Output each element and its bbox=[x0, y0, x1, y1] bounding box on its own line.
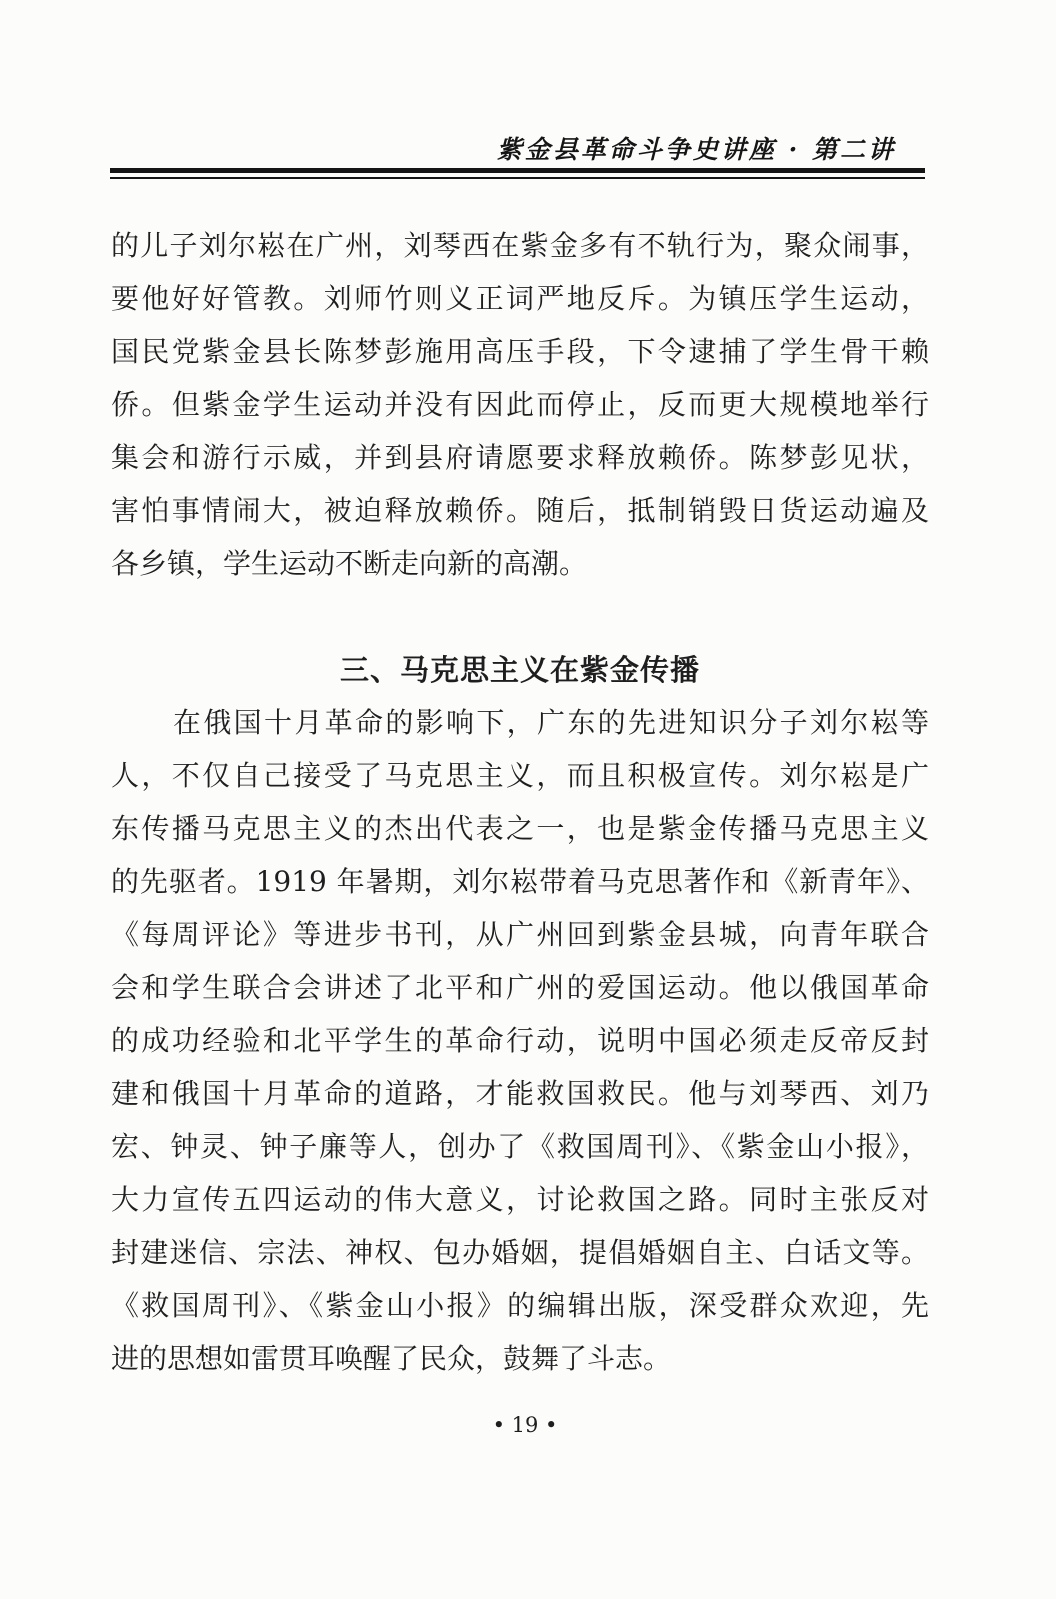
text-line: 侨。但紫金学生运动并没有因此而停止，反而更大规模地举行 bbox=[111, 388, 929, 421]
header-rule-thick bbox=[110, 168, 925, 173]
text-line: 要他好好管教。刘师竹则义正词严地反斥。为镇压学生运动， bbox=[111, 282, 929, 315]
running-header-title: 紫金县革命斗争史讲座 · 第二讲 bbox=[496, 135, 896, 164]
text-line: 的先驱者。1919 年暑期，刘尔崧带着马克思著作和《新青年》、 bbox=[111, 865, 929, 898]
text-line: 会和学生联合会讲述了北平和广州的爱国运动。他以俄国革命 bbox=[111, 971, 929, 1004]
text-line: 进的思想如雷贯耳唤醒了民众，鼓舞了斗志。 bbox=[111, 1342, 672, 1375]
text-line: 集会和游行示威，并到县府请愿要求释放赖侨。陈梦彭见状， bbox=[111, 441, 929, 474]
text-line: 《救国周刊》、《紫金山小报》的编辑出版，深受群众欢迎，先 bbox=[111, 1289, 929, 1322]
text-line: 东传播马克思主义的杰出代表之一，也是紫金传播马克思主义 bbox=[111, 812, 929, 845]
header-rule-thin bbox=[110, 177, 925, 179]
text-line: 国民党紫金县长陈梦彭施用高压手段，下令逮捕了学生骨干赖 bbox=[111, 335, 929, 368]
text-line: 害怕事情闹大，被迫释放赖侨。随后，抵制销毁日货运动遍及 bbox=[111, 494, 929, 527]
text-line: 《每周评论》等进步书刊，从广州回到紫金县城，向青年联合 bbox=[111, 918, 929, 951]
text-line: 的儿子刘尔崧在广州，刘琴西在紫金多有不轨行为，聚众闹事， bbox=[111, 229, 929, 262]
text-line: 各乡镇，学生运动不断走向新的高潮。 bbox=[111, 547, 588, 580]
text-line: 建和俄国十月革命的道路，才能救国救民。他与刘琴西、刘乃 bbox=[111, 1077, 929, 1110]
text-line: 人，不仅自己接受了马克思主义，而且积极宣传。刘尔崧是广 bbox=[111, 759, 929, 792]
text-line: 在俄国十月革命的影响下，广东的先进知识分子刘尔崧等 bbox=[173, 706, 929, 739]
text-line: 大力宣传五四运动的伟大意义，讨论救国之路。同时主张反对 bbox=[111, 1183, 929, 1216]
page-number: • 19 • bbox=[492, 1413, 558, 1437]
text-line: 封建迷信、宗法、神权、包办婚姻，提倡婚姻自主、白话文等。 bbox=[111, 1236, 929, 1269]
text-line: 的成功经验和北平学生的革命行动，说明中国必须走反帝反封 bbox=[111, 1024, 929, 1057]
paragraph bbox=[111, 696, 929, 1385]
paragraph bbox=[111, 219, 929, 590]
section-heading: 三、马克思主义在紫金传播 bbox=[339, 653, 700, 687]
text-line: 宏、钟灵、钟子廉等人，创办了《救国周刊》、《紫金山小报》， bbox=[111, 1130, 929, 1163]
